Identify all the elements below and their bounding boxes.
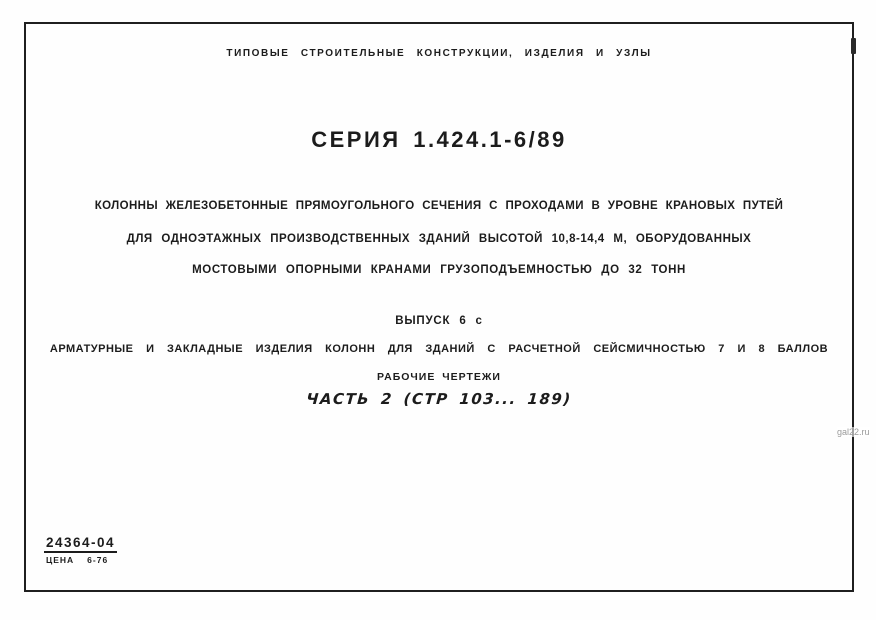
catalog-price-block (44, 534, 117, 565)
page-border-frame (24, 22, 854, 592)
document-title-line-2: ДЛЯ ОДНОЭТАЖНЫХ ПРОИЗВОДСТВЕННЫХ ЗДАНИЙ ВЫСОТОЙ 10,8-14,4 М, ОБОРУДОВАННЫХ (126, 233, 752, 245)
series-title: СЕРИЯ 1.424.1-6/89 (311, 127, 567, 152)
issue-number: ВЫПУСК 6 с (395, 315, 483, 327)
catalog-number: 24364-04 (44, 535, 117, 553)
document-title-line-1: КОЛОННЫ ЖЕЛЕЗОБЕТОННЫЕ ПРЯМОУГОЛЬНОГО СЕЧЕНИЯ С ПРОХОДАМИ В УРОВНЕ КРАНОВЫХ ПУТЕЙ (94, 200, 784, 212)
document-subtitle: АРМАТУРНЫЕ И ЗАКЛАДНЫЕ ИЗДЕЛИЯ КОЛОНН ДЛЯ ЗДАНИЙ С РАСЧЕТНОЙ СЕЙСМИЧНОСТЬЮ 7 И 8 БАЛЛОВ (49, 343, 829, 355)
document-title-line-3: МОСТОВЫМИ ОПОРНЫМИ КРАНАМИ ГРУЗОПОДЪЕМНОСТЬЮ ДО 32 ТОНН (192, 264, 686, 276)
watermark: gal22.ru (837, 427, 870, 437)
document-category-header: ТИПОВЫЕ СТРОИТЕЛЬНЫЕ КОНСТРУКЦИИ, ИЗДЕЛИЯ И УЗЛЫ (226, 48, 652, 59)
working-drawings-label: РАБОЧИЕ ЧЕРТЕЖИ (377, 371, 501, 383)
price-label: ЦЕНА (46, 555, 75, 565)
price-value: 6-76 (87, 555, 109, 565)
price-row (44, 555, 117, 565)
handwritten-part-note: ЧАСТЬ 2 (СТР 103... 189) (305, 390, 573, 408)
